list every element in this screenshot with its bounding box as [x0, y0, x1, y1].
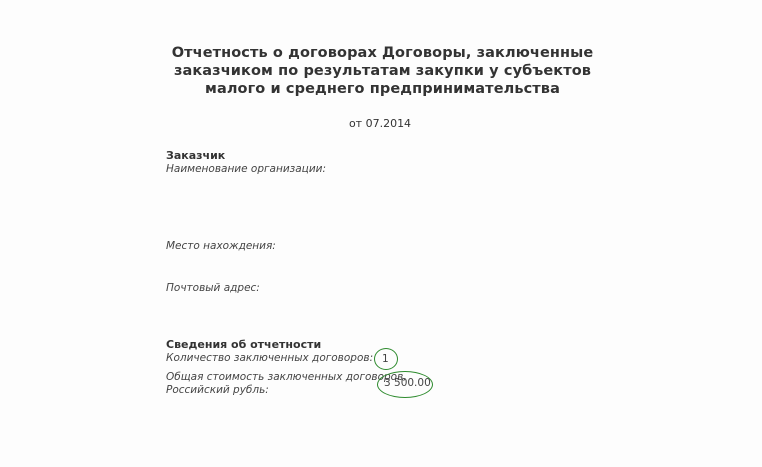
report-info-heading: Сведения об отчетности — [166, 338, 322, 351]
title-line-2: заказчиком по результатам закупки у субъектов — [173, 63, 592, 79]
title-line-1: Отчетность о договорах Договоры, заключенные — [171, 45, 594, 61]
total-cost-label-line2: Российский рубль: — [166, 384, 269, 396]
contracts-count-label: Количество заключенных договоров: — [166, 352, 374, 364]
contracts-count-value: 1 — [382, 353, 389, 365]
document-date: от 07.2014 — [348, 117, 412, 130]
customer-heading: Заказчик — [166, 149, 226, 162]
total-cost-label-line1: Общая стоимость заключенных договоров, — [166, 371, 407, 383]
highlight-ellipse-count — [374, 348, 398, 370]
document-title — [150, 44, 615, 98]
title-line-3: малого и среднего предпринимательства — [205, 81, 560, 97]
highlight-ellipse-cost — [377, 371, 433, 398]
postal-address-label: Почтовый адрес: — [166, 282, 260, 294]
location-label: Место нахождения: — [166, 240, 276, 252]
org-name-label: Наименование организации: — [166, 163, 327, 175]
total-cost-value: 3 500.00 — [384, 377, 431, 389]
